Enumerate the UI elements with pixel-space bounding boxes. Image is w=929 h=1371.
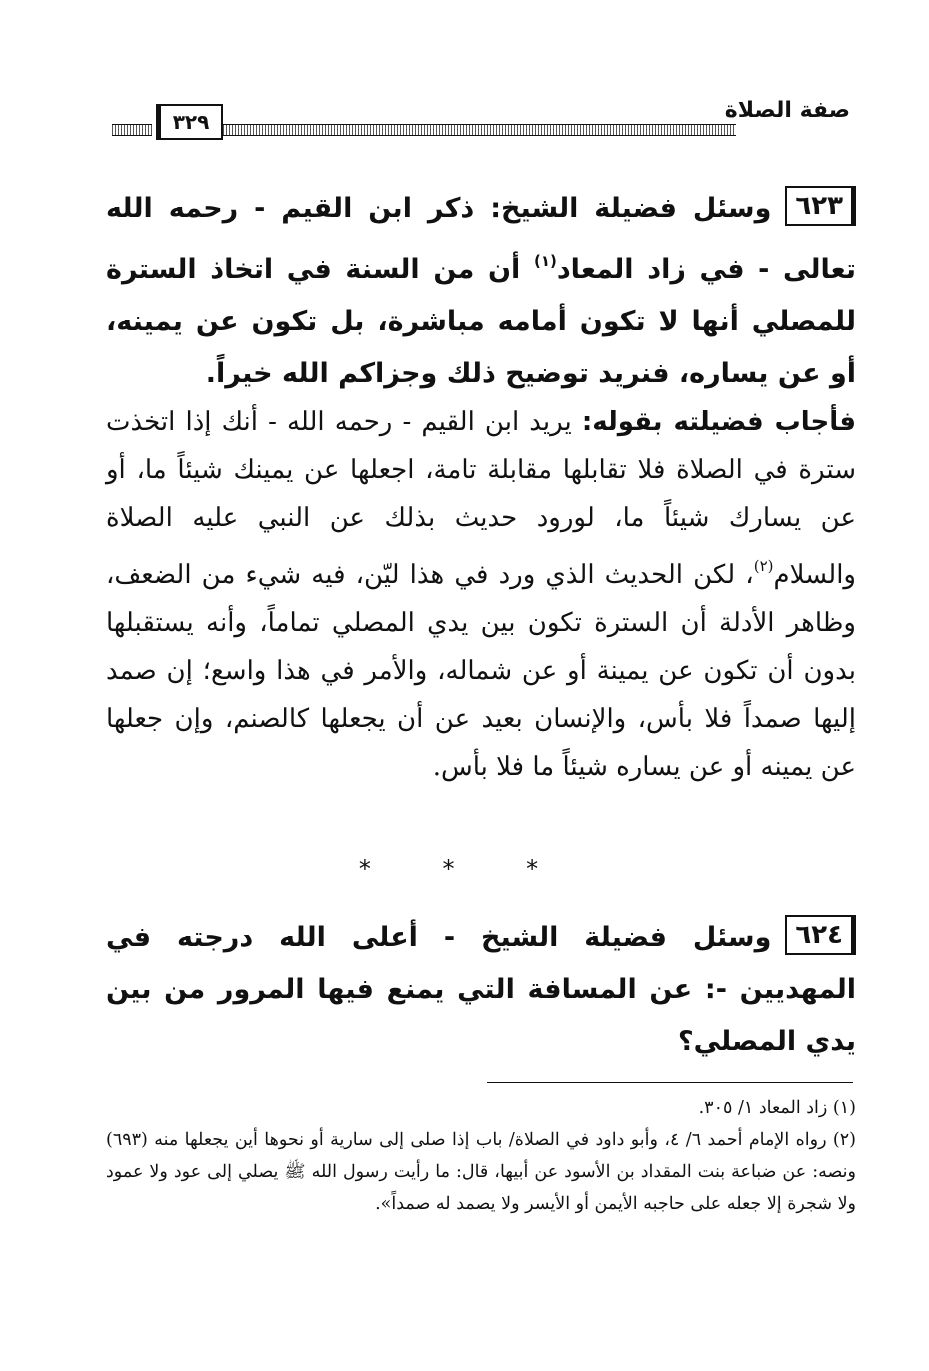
question-623 — [106, 183, 856, 400]
question-text: وسئل فضيلة الشيخ: ذكر ابن القيم - رحمه الله تعالى - في زاد المعاد — [106, 193, 856, 285]
answer-623 — [106, 398, 856, 791]
footnote-1: (١) زاد المعاد ١/ ٣٠٥. — [698, 1098, 856, 1118]
question-number-box: ٦٢٣ — [785, 186, 856, 226]
footnotes — [106, 1092, 856, 1220]
footnote-ref: (٢) — [753, 557, 774, 575]
question-text: وسئل فضيلة الشيخ - أعلى الله درجته في المهديين -: عن المسافة التي يمنع فيها المرور من بين يدي المصلي؟ — [106, 922, 856, 1057]
answer-lead: فأجاب فضيلته بقوله: — [581, 407, 856, 437]
footnote-ref: (١) — [533, 252, 557, 270]
question-624 — [106, 912, 856, 1068]
section-separator: * * * — [358, 855, 571, 883]
page-header — [112, 92, 852, 148]
answer-text-continued: ، لكن الحديث الذي ورد في هذا ليّن، فيه شيء من الضعف، وظاهر الأدلة أن السترة تكون بين يدي المصلي تماماً، وأنه يستقبلها بدون أن تكون عن يمينة أو عن شماله، والأمر في هذا واسع؛ إن صمد إليها صمداً فلا بأس، والإنسان بعيد عن أن يجعلها كالصنم، وإن جعلها عن يمينه أو عن يساره شيئاً ما فلا بأس. — [106, 560, 856, 782]
answer-text: يريد ابن القيم - رحمه الله - أنك إذا اتخذت سترة في الصلاة فلا تقابلها مقابلة تامة، اجعلها عن يمينك شيئاً ما، أو عن يسارك شيئاً ما، لورود حديث بذلك عن النبي عليه الصلاة والسلام — [106, 407, 856, 590]
header-ornament-rule — [220, 124, 736, 136]
footnote-separator — [487, 1082, 853, 1083]
book-title: صفة الصلاة — [724, 98, 850, 123]
question-text-rest: أن من السنة في اتخاذ السترة للمصلي أنها لا تكون أمامه مباشرة، بل تكون عن يمينه، أو عن يساره، فنريد توضيح ذلك وجزاكم الله خيراً. — [106, 254, 856, 389]
page-number: ٣٢٩ — [156, 104, 223, 140]
header-ornament-rule-left — [112, 124, 152, 136]
footnote-2: (٢) رواه الإمام أحمد ٦/ ٤، وأبو داود في الصلاة/ باب إذا صلى إلى سارية أو نحوها أين يجعلها منه (٦٩٣) ونصه: عن ضباعة بنت المقداد بن الأسود عن أبيها، قال: ما رأيت رسول الله ﷺ يصلي إلى عود ولا عمود ولا شجرة إلا جعله على حاجبه الأيمن أو الأيسر ولا يصمد له صمداً». — [106, 1130, 856, 1214]
question-number-box: ٦٢٤ — [785, 915, 856, 955]
